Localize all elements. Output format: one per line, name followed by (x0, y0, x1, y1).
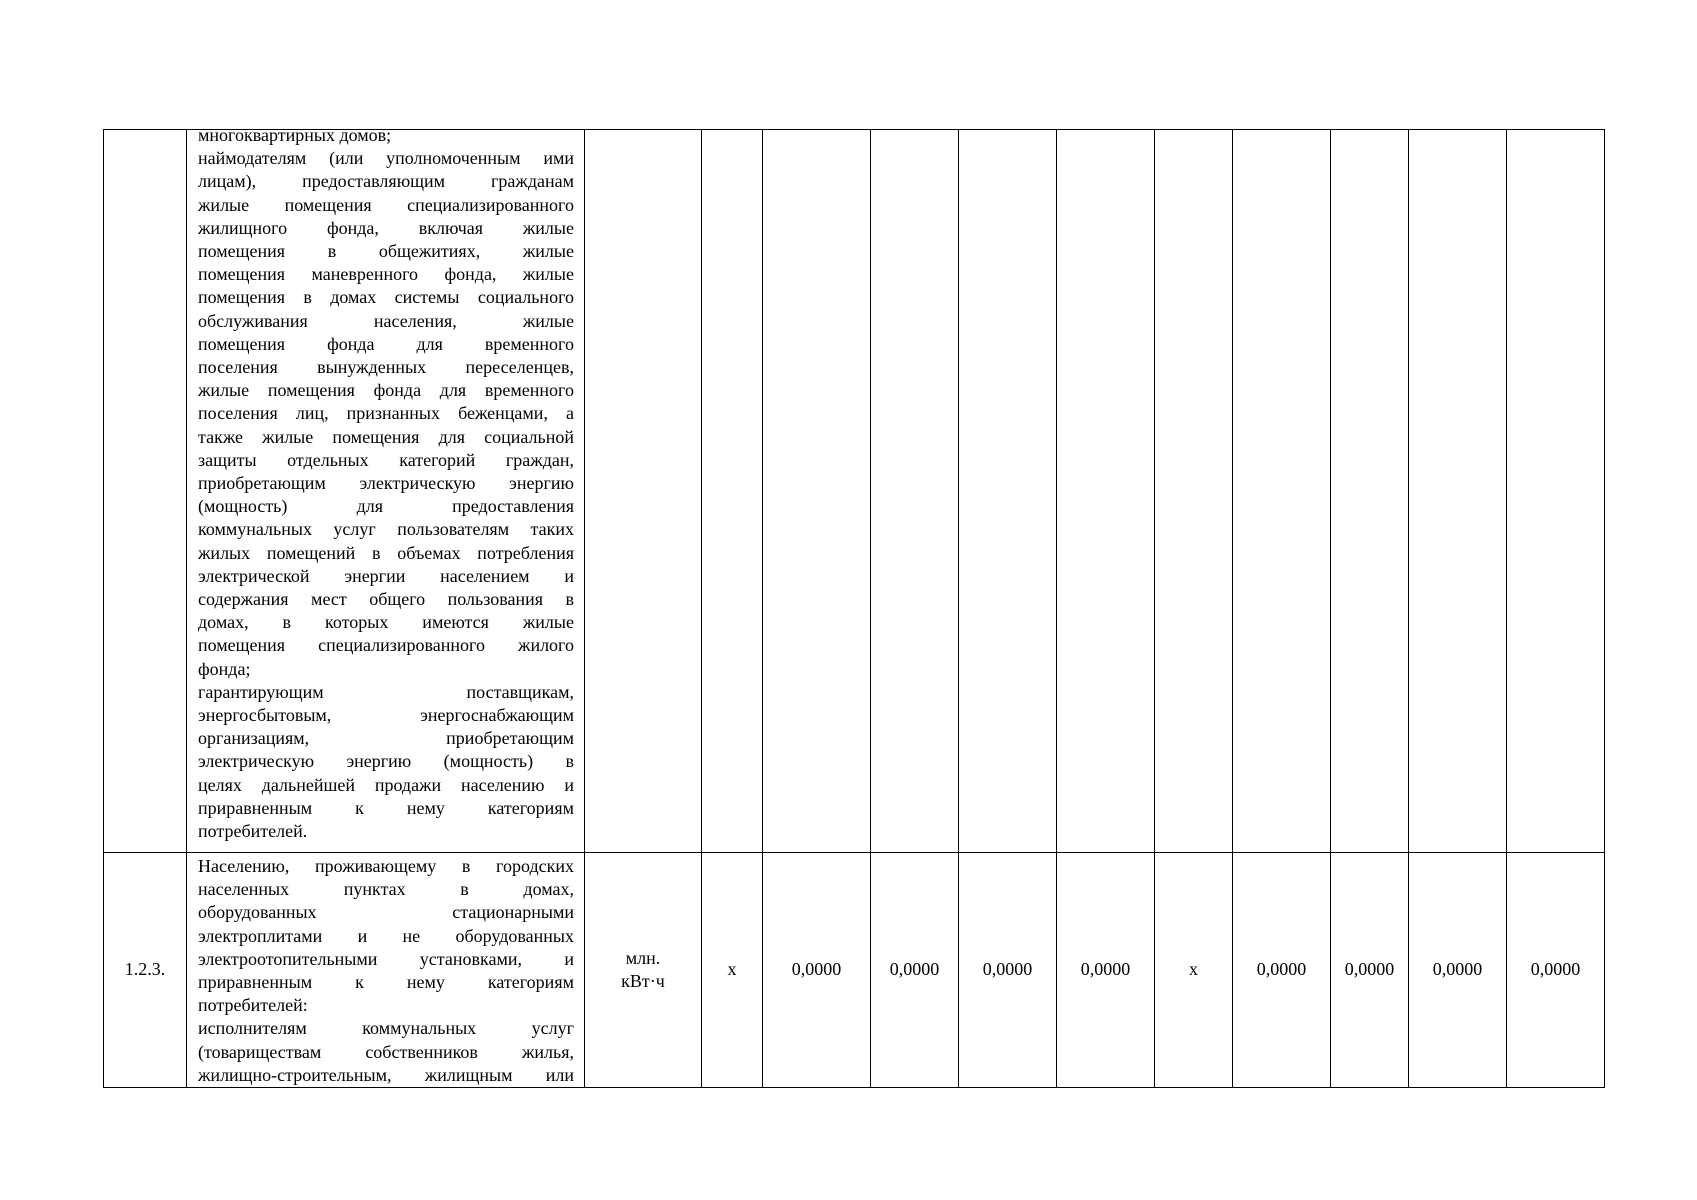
text-line: организациям, приобретающим (198, 728, 574, 749)
tariff-table (103, 125, 1605, 1088)
text-line: содержания мест общего пользования в (198, 589, 574, 610)
unit-line: кВт·ч (621, 971, 665, 992)
value-cell: 0,0000 (1409, 853, 1507, 1088)
value-cell (1507, 130, 1605, 853)
text-line: обслуживания населения, жилые (198, 310, 574, 331)
text-line: оборудованных стационарными (198, 902, 574, 923)
value-cell: x (1155, 853, 1233, 1088)
text-line: жилые помещения специализированного (198, 194, 574, 215)
text-line: поселения лиц, признанных беженцами, а (198, 403, 574, 424)
value-cell (1409, 130, 1507, 853)
unit-line: млн. (625, 947, 661, 968)
value-cell: 0,0000 (871, 853, 959, 1088)
description-text (198, 124, 574, 843)
text-line: лицам), предоставляющим гражданам (198, 171, 574, 192)
text-line: жилищного фонда, включая жилые (198, 217, 574, 238)
value-cell (1331, 130, 1409, 853)
unit-cell (585, 130, 702, 853)
text-line: коммунальных услуг пользователям таких (198, 519, 574, 540)
value-cell: 0,0000 (763, 853, 871, 1088)
text-line: исполнителям коммунальных услуг (198, 1018, 574, 1039)
text-line: Населению, проживающему в городских (198, 856, 574, 876)
text-line: электроплитами и не оборудованных (198, 925, 574, 946)
text-line: (мощность) для предоставления (198, 496, 574, 517)
value-cell (1155, 130, 1233, 853)
text-line: защиты отдельных категорий граждан, (198, 449, 574, 470)
text-line: наймодателям (или уполномоченным ими (198, 148, 574, 169)
value-cell (871, 130, 959, 853)
text-line: приобретающим электрическую энергию (198, 473, 574, 494)
value-cell (1233, 130, 1331, 853)
value-cell: 0,0000 (1331, 853, 1409, 1088)
text-line: домах, в которых имеются жилые (198, 612, 574, 633)
text-line: жилых помещений в объемах потребления (198, 542, 574, 563)
text-line: жилые помещения фонда для временного (198, 380, 574, 401)
text-line: помещения в домах системы социального (198, 287, 574, 308)
text-line: гарантирующим поставщикам, (198, 681, 574, 702)
text-line: (товариществам собственников жилья, (198, 1041, 574, 1062)
value-cell (959, 130, 1057, 853)
value-cell: 0,0000 (1507, 853, 1605, 1088)
text-line: помещения специализированного жилого (198, 635, 574, 656)
text-line: многоквартирных домов; (198, 125, 392, 145)
text-line: электрической энергии населением и (198, 565, 574, 586)
text-line: помещения фонда для временного (198, 333, 574, 354)
text-line: потребителей. (198, 821, 308, 842)
text-line: целях дальнейшей продажи населению и (198, 774, 574, 795)
value-cell: 0,0000 (1057, 853, 1155, 1088)
value-cell: x (702, 853, 763, 1088)
value-cell (1057, 130, 1155, 853)
text-line: помещения маневренного фонда, жилые (198, 264, 574, 285)
text-line: помещения в общежитиях, жилые (198, 241, 574, 262)
row-number-cell: 1.2.3. (104, 853, 187, 1088)
text-line: жилищно-строительным, жилищным или (198, 1064, 574, 1085)
value-cell (763, 130, 871, 853)
table-row (104, 853, 1605, 1088)
text-line: также жилые помещения для социальной (198, 426, 574, 447)
text-line: электроотопительными установками, и (198, 948, 574, 969)
text-line: приравненным к нему категориям (198, 797, 574, 818)
table-row (104, 130, 1605, 853)
text-line: электрическую энергию (мощность) в (198, 751, 574, 772)
text-line: населенных пунктах в домах, (198, 879, 574, 900)
text-line: приравненным к нему категориям (198, 972, 574, 993)
row-number-cell (104, 130, 187, 853)
text-line: потребителей: (198, 995, 308, 1016)
description-cell (187, 853, 585, 1088)
unit-cell (585, 853, 702, 1088)
text-line: фонда; (198, 658, 251, 679)
text-line: поселения вынужденных переселенцев, (198, 357, 574, 378)
description-text (198, 855, 574, 1087)
description-cell (187, 125, 585, 853)
value-cell: 0,0000 (959, 853, 1057, 1088)
value-cell (702, 130, 763, 853)
value-cell: 0,0000 (1233, 853, 1331, 1088)
text-line: энергосбытовым, энергоснабжающим (198, 705, 574, 726)
